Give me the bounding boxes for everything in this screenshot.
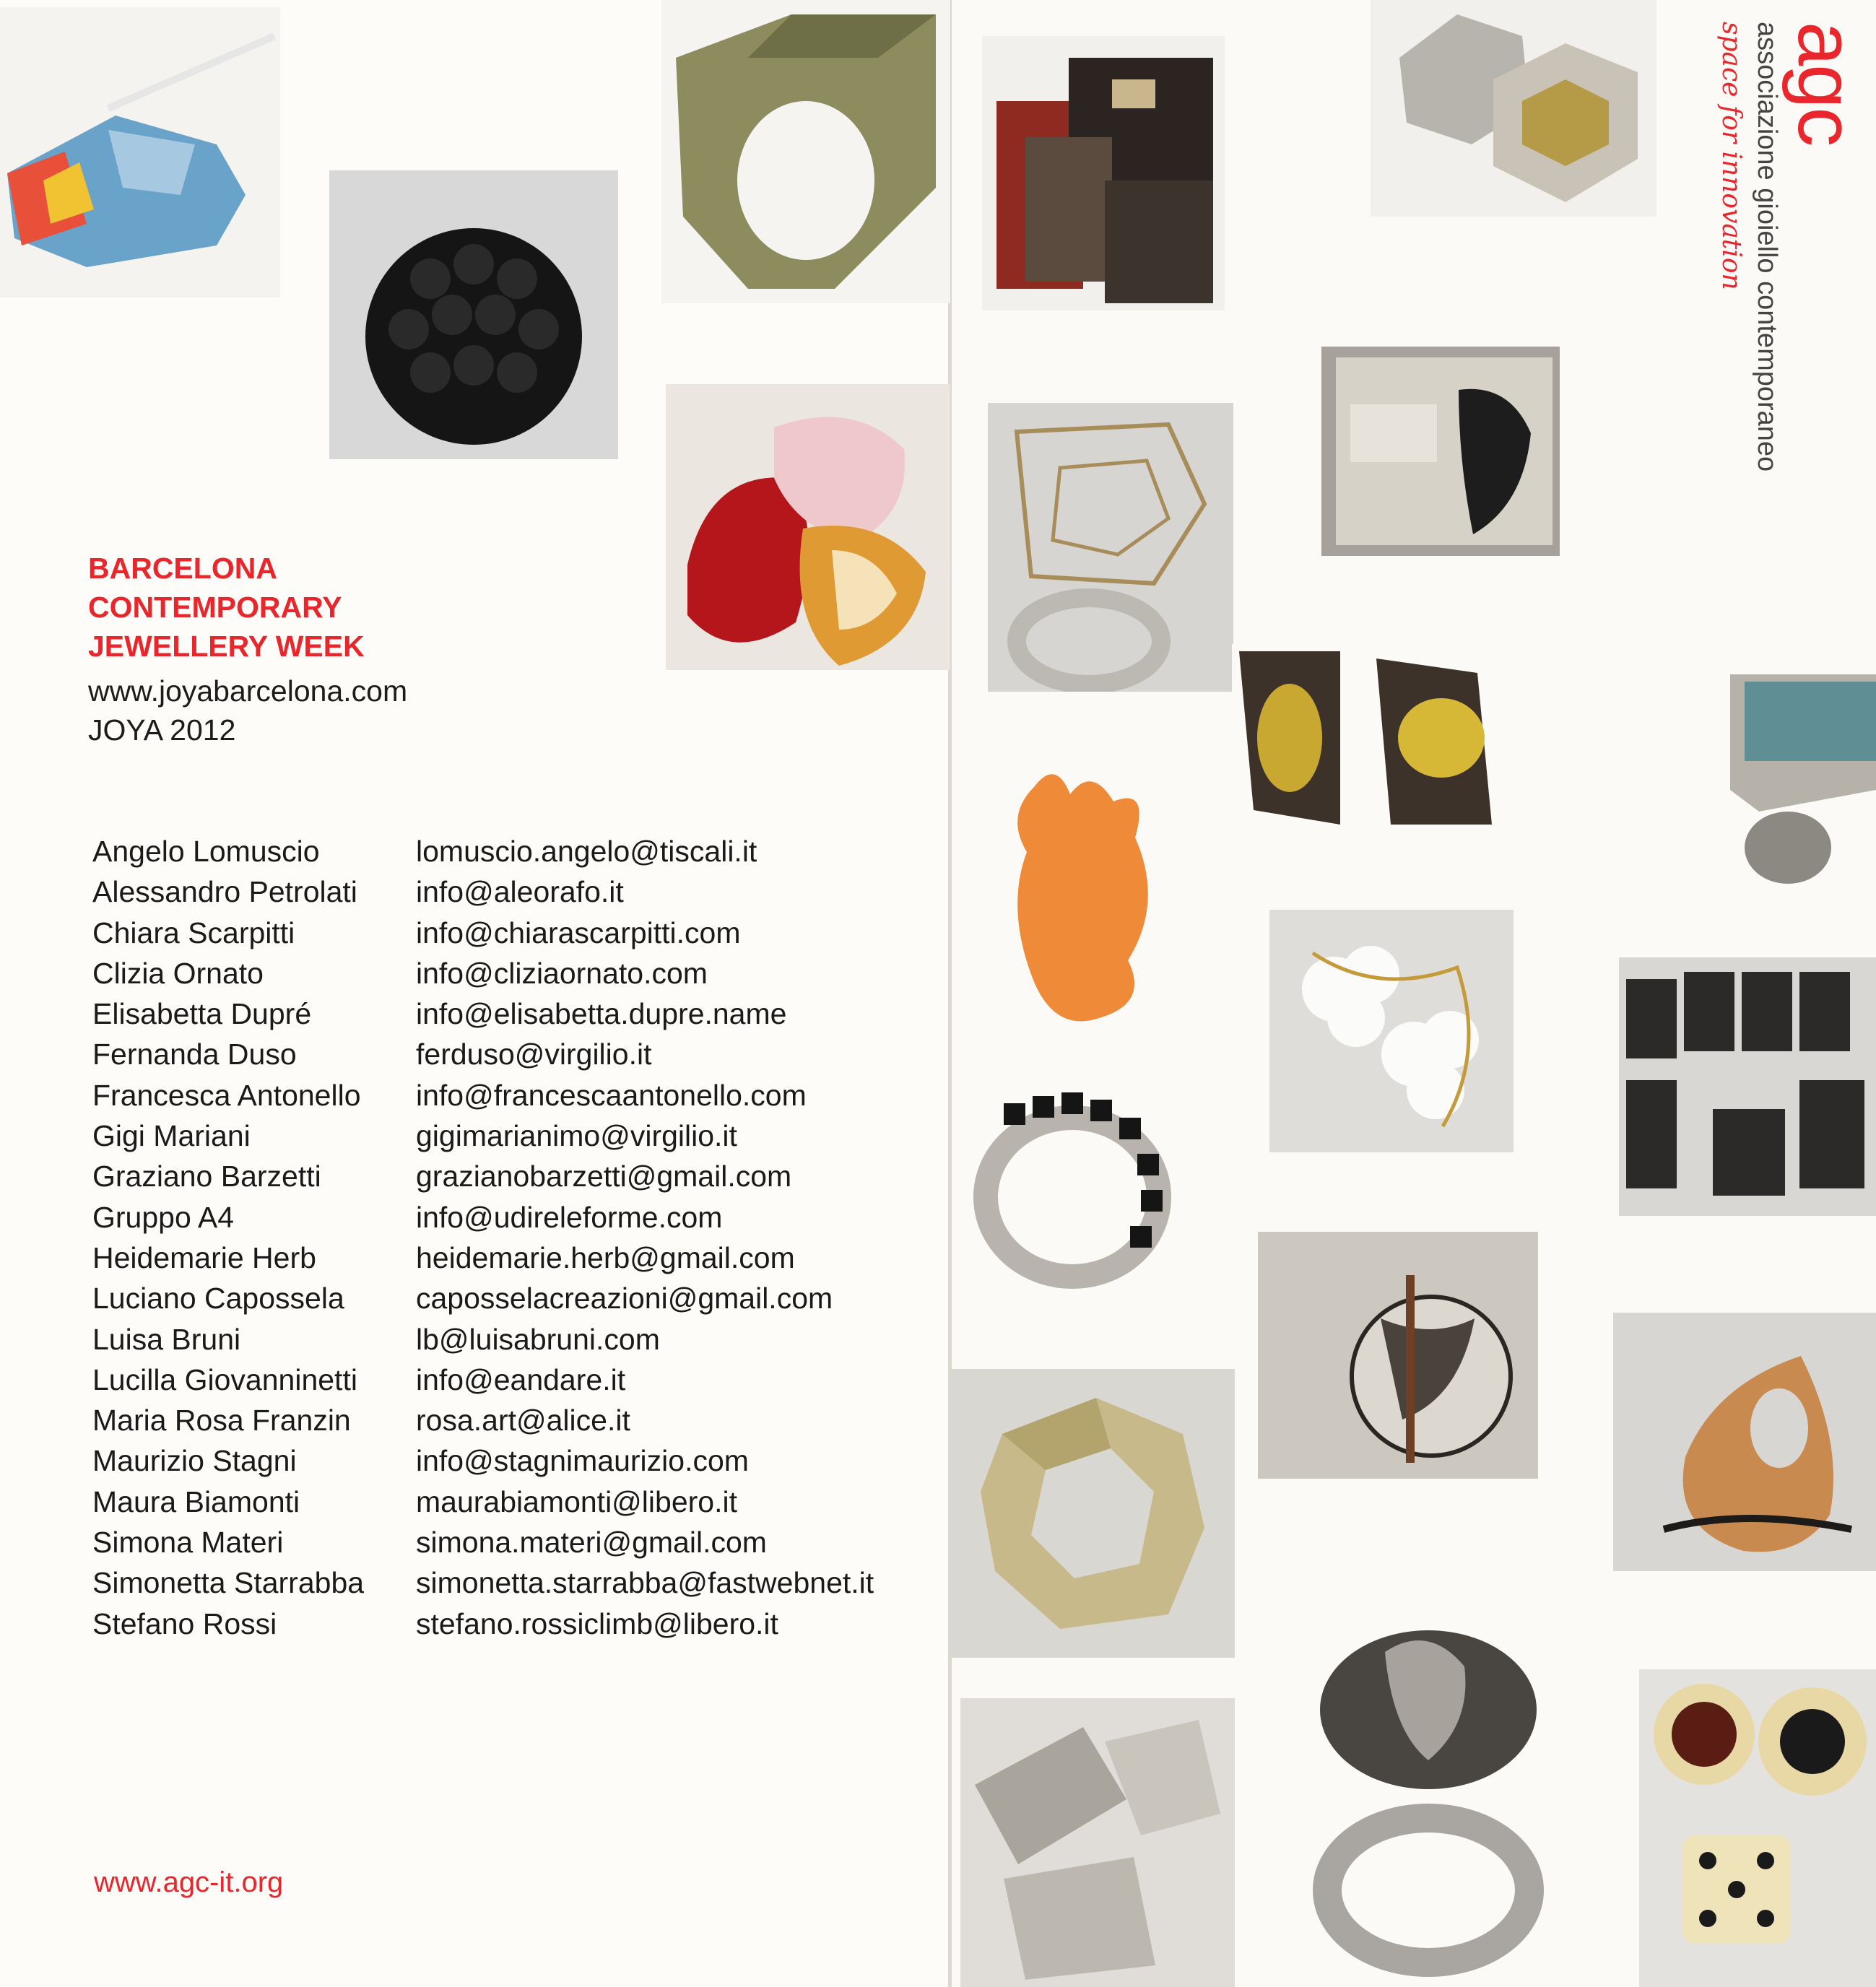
contact-email[interactable]: heidemarie.herb@gmail.com	[416, 1240, 795, 1274]
contact-email[interactable]: info@francescaantonello.com	[416, 1078, 807, 1112]
contact-email[interactable]: info@elisabetta.dupre.name	[416, 997, 787, 1031]
contact-email[interactable]: stefano.rossiclimb@libero.it	[416, 1606, 778, 1640]
contact-row	[92, 1034, 944, 1074]
photo-enamel-brooch	[0, 7, 280, 297]
contact-row	[92, 1116, 944, 1156]
contact-email[interactable]: rosa.art@alice.it	[416, 1404, 630, 1438]
contact-email[interactable]: lb@luisabruni.com	[416, 1322, 660, 1356]
contact-name: Maura Biamonti	[92, 1484, 300, 1518]
contact-email[interactable]: gigimarianimo@virgilio.it	[416, 1119, 737, 1153]
contact-email[interactable]: ferduso@virgilio.it	[416, 1038, 652, 1071]
contact-row	[92, 871, 944, 912]
contact-row	[92, 1604, 944, 1644]
contact-row	[92, 1562, 944, 1603]
contact-email[interactable]: grazianobarzetti@gmail.com	[416, 1160, 792, 1193]
event-edition: JOYA 2012	[88, 713, 236, 747]
contact-email[interactable]: info@udireleforme.com	[416, 1200, 723, 1234]
contact-name: Simona Materi	[92, 1526, 284, 1560]
contact-email[interactable]: info@eandare.it	[416, 1362, 626, 1396]
contact-name: Fernanda Duso	[92, 1038, 297, 1071]
contact-name: Gruppo A4	[92, 1200, 235, 1234]
contact-email[interactable]: caposselacreazioni@gmail.com	[416, 1282, 833, 1316]
photo-figurative-silver-ring	[1306, 1601, 1544, 1987]
contact-email[interactable]: info@cliziaornato.com	[416, 956, 708, 990]
contact-name: Heidemarie Herb	[92, 1240, 316, 1274]
photo-orange-splash-ring	[991, 744, 1171, 1040]
contact-email[interactable]: info@aleorafo.it	[416, 875, 624, 909]
contact-email[interactable]: simona.materi@gmail.com	[416, 1526, 767, 1560]
photo-dice-rings	[1639, 1669, 1876, 1987]
photo-wooden-ring	[1613, 1313, 1876, 1571]
contact-email[interactable]: info@stagnimaurizio.com	[416, 1444, 749, 1478]
contact-email[interactable]: info@chiarascarpitti.com	[416, 916, 741, 949]
contact-row	[92, 953, 944, 994]
photo-white-flower-necklace	[1269, 910, 1514, 1152]
contact-row	[92, 831, 944, 871]
contact-name: Alessandro Petrolati	[92, 875, 357, 909]
contact-name: Clizia Ornato	[92, 956, 264, 990]
contact-name: Lucilla Giovanninetti	[92, 1362, 357, 1396]
photo-teal-box-ring	[1701, 660, 1876, 884]
photo-black-cluster-ring	[968, 1074, 1177, 1291]
contact-name: Angelo Lomuscio	[92, 835, 320, 868]
footer-website-link[interactable]: www.agc-it.org	[94, 1866, 284, 1898]
brand-tagline: space for innovation	[1716, 22, 1746, 290]
contact-name: Stefano Rossi	[92, 1606, 277, 1640]
contact-list	[92, 831, 944, 1644]
contact-name: Chiara Scarpitti	[92, 916, 295, 949]
contact-name: Francesca Antonello	[92, 1078, 361, 1112]
photo-black-beaded-ring	[329, 170, 618, 459]
contact-row	[92, 1075, 944, 1116]
photo-gold-faceted-bangle	[952, 1369, 1235, 1658]
contact-row	[92, 1238, 944, 1278]
photo-silver-box-brooches	[960, 1698, 1235, 1987]
photo-red-petal-brooch	[666, 384, 950, 670]
contact-name: Maurizio Stagni	[92, 1444, 297, 1478]
event-title-line-3: JEWELLERY WEEK	[88, 630, 365, 663]
contact-row	[92, 1319, 944, 1360]
photo-hexagon-boxes	[1371, 0, 1656, 217]
photo-stamp-ring	[1293, 318, 1574, 570]
photo-wood-ring	[661, 0, 950, 303]
contact-row	[92, 1197, 944, 1238]
contact-row	[92, 1522, 944, 1562]
contact-row	[92, 1400, 944, 1440]
contact-name: Luciano Capossela	[92, 1282, 344, 1316]
contact-row	[92, 913, 944, 953]
contact-row	[92, 1360, 944, 1400]
contact-email[interactable]: simonetta.starrabba@fastwebnet.it	[416, 1566, 874, 1600]
event-title	[88, 549, 365, 666]
photo-collage-brooch	[982, 36, 1225, 310]
photo-black-block-bracelet	[1619, 957, 1876, 1216]
contact-row	[92, 994, 944, 1034]
photo-oxidised-pendant	[1258, 1232, 1538, 1479]
event-title-line-1: BARCELONA	[88, 552, 277, 585]
agc-logo: agc	[1781, 22, 1870, 146]
contact-name: Maria Rosa Franzin	[92, 1404, 351, 1438]
photo-wire-cage-ring	[988, 403, 1233, 692]
event-title-line-2: CONTEMPORARY	[88, 591, 342, 624]
contact-name: Elisabetta Dupré	[92, 997, 312, 1031]
photo-gold-panel-earrings	[1232, 644, 1508, 830]
contact-row	[92, 1278, 944, 1318]
contact-name: Graziano Barzetti	[92, 1160, 321, 1193]
brand-block	[1703, 22, 1869, 520]
contact-row	[92, 1482, 944, 1522]
event-website-link[interactable]: www.joyabarcelona.com	[88, 674, 408, 708]
contact-row	[92, 1440, 944, 1481]
contact-name: Gigi Mariani	[92, 1119, 251, 1153]
contact-name: Luisa Bruni	[92, 1322, 241, 1356]
contact-name: Simonetta Starrabba	[92, 1566, 365, 1600]
contact-email[interactable]: lomuscio.angelo@tiscali.it	[416, 835, 757, 868]
contact-row	[92, 1156, 944, 1196]
brand-name: associazione gioiello contemporaneo	[1752, 22, 1782, 472]
contact-email[interactable]: maurabiamonti@libero.it	[416, 1484, 737, 1518]
